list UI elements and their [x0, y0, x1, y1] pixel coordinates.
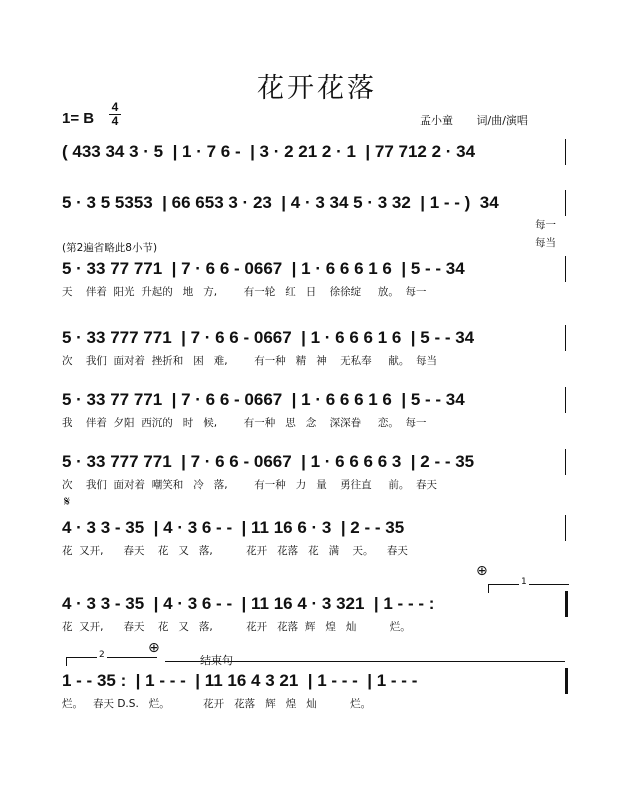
time-top: 4 [111, 100, 119, 114]
score-line-5: 5 · 33 77 771 | 7 · 6 6 - 0667 | 1 · 6 6 6 1 6 | 5 - - 34 [62, 390, 465, 409]
barline [565, 139, 566, 165]
side-lyric-a: 每一 [535, 219, 556, 231]
barline [565, 256, 566, 282]
score-line-9: 1 - - 35 : | 1 - - - | 11 16 4 3 21 | 1 - - - | 1 - - - [62, 671, 418, 690]
repeat-end-barline [565, 591, 568, 617]
coda-sign-2: ⊕ [148, 640, 160, 656]
barline [565, 387, 566, 413]
score-line-1: ( 433 34 3 · 5 | 1 · 7 6 - | 3 · 2 21 2 · 1 | 77 712 2 · 34 [62, 142, 476, 161]
volta-2-number: 2 [99, 650, 105, 660]
time-bottom: 4 [111, 114, 119, 128]
lyric-line-6: 次 我们 面对着 嘲笑和 冷 落, 有一种 力 量 勇往直 前。 春天 [62, 479, 438, 491]
score-line-6: 5 · 33 777 771 | 7 · 6 6 - 0667 | 1 · 6 6 6 6 3 | 2 - - 35 [62, 452, 475, 471]
page-title: 花开花落 [257, 73, 377, 104]
lyric-line-8: 花 又开, 春天 花 又 落, 花开 花落 辉 煌 灿 烂。 [62, 621, 411, 633]
time-signature [109, 101, 121, 128]
final-barline [565, 668, 568, 694]
credits [420, 112, 548, 128]
score-line-3: 5 · 33 77 771 | 7 · 6 6 - 0667 | 1 · 6 6 6 1 6 | 5 - - 34 [62, 259, 465, 278]
ending-bracket [165, 661, 565, 662]
repeat-note: (第2遍省略此8小节) [62, 242, 158, 254]
ending-label: 结束句 [200, 654, 233, 667]
barline [565, 515, 566, 541]
author-name: 孟小童 [420, 114, 453, 127]
author-role: 词/曲/演唱 [476, 114, 528, 127]
volta-2 [66, 650, 157, 666]
barline [565, 190, 566, 216]
segno-sign: 𝄋 [64, 494, 71, 510]
lyric-line-3: 天 伴着 阳光 升起的 地 方, 有一轮 红 日 徐徐绽 放。 每一 [62, 286, 427, 298]
lyric-line-5: 我 伴着 夕阳 西沉的 时 候, 有一种 思 念 深深眷 恋。 每一 [62, 417, 427, 429]
volta-1-number: 1 [521, 577, 527, 587]
lyric-line-4: 次 我们 面对着 挫折和 困 难, 有一种 精 神 无私奉 献。 每当 [62, 355, 438, 367]
coda-sign: ⊕ [476, 563, 488, 579]
barline [565, 449, 566, 475]
lyric-line-7: 花 又开, 春天 花 又 落, 花开 花落 花 满 天。 春天 [62, 545, 408, 557]
side-lyric-b: 每当 [535, 237, 556, 249]
key-signature: 1= B [62, 110, 95, 127]
score-line-8: 4 · 3 3 - 35 | 4 · 3 6 - - | 11 16 4 · 3 321 | 1 - - - : [62, 594, 435, 613]
barline [565, 325, 566, 351]
score-line-4: 5 · 33 777 771 | 7 · 6 6 - 0667 | 1 · 6 6 6 1 6 | 5 - - 34 [62, 328, 475, 347]
score-line-2: 5 · 3 5 5353 | 66 653 3 · 23 | 4 · 3 34 5 · 3 32 | 1 - - ) 34 [62, 193, 499, 212]
score-line-7: 4 · 3 3 - 35 | 4 · 3 6 - - | 11 16 6 · 3 | 2 - - 35 [62, 518, 405, 537]
lyric-line-9: 烂。 春天 D.S. 烂。 花开 花落 辉 煌 灿 烂。 [62, 698, 372, 710]
